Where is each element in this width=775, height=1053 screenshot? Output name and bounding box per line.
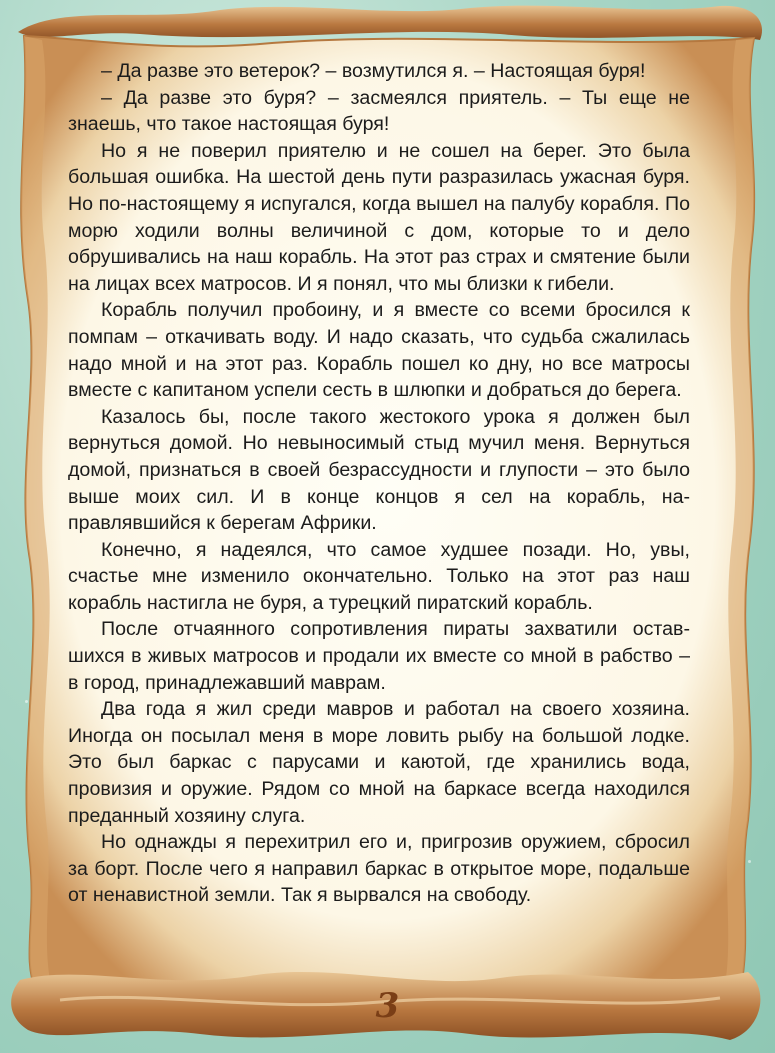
paragraph: После отчаянного сопротивления пираты захватили оставшихся в живых матросов и продали их вместе со мной в рабство – в город, принадлежавший маврам. <box>68 618 690 694</box>
paragraph: Корабль получил пробоину, и я вместе со всеми бросился к помпам – откачивать воду. И надо сказать, что судьба сжалилась надо мной и на этот раз. Корабль пошел ко дну, но все матросы вместе с капитаном успели сесть в шлюпки и добраться до берега. <box>68 299 690 402</box>
page-number: 3 <box>375 986 400 1026</box>
paragraph: – Да разве это ветерок? – возмутился я. – Настоящая буря! <box>101 60 646 82</box>
paragraph: Но я не поверил приятелю и не сошел на берег. Это была большая ошибка. На шестой день пути разразилась ужасная буря. Но по-настоящему я испугался, когда вышел на палубу корабля. По морю ходили волны величиной с дом, которые то и дело обрушивались на наш корабль. На этот раз страх и смятение были на лицах всех матросов. И я понял, что мы близки к гибели. <box>68 139 690 295</box>
paragraph: Казалось бы, после такого жестокого урока я должен был вернуться домой. Но невыносимый стыд мучил меня. Вернуться домой, признаться в своей безрассудности и глупости – это было выше моих сил. И в конце концов я сел на корабль, направлявшийся к берегам Африки. <box>68 405 690 535</box>
paragraph: Два года я жил среди мавров и работал на своего хозяина. Иногда он посылал меня в море ловить рыбу на большой лодке. Это был баркас с парусами и каютой, где хранились вода, провизия и оружие. Рядом со мной на баркасе всегда находился преданный хозяину слуга. <box>68 698 690 827</box>
page-text <box>68 58 690 909</box>
paragraph: – Да разве это буря? – засмеялся приятель. – Ты еще не знаешь, что такое настоящая буря! <box>68 86 690 136</box>
paragraph: Конечно, я надеялся, что самое худшее позади. Но, увы, счастье мне изменило окончательно. Только на этот раз наш корабль настигла не буря, а турецкий пиратский корабль. <box>68 538 690 614</box>
paragraph: Но однажды я перехитрил его и, пригрозив оружием, сбросил за борт. После чего я направил баркас в открытое море, подальше от ненавистной земли. Так я вырвался на свободу. <box>68 831 690 907</box>
